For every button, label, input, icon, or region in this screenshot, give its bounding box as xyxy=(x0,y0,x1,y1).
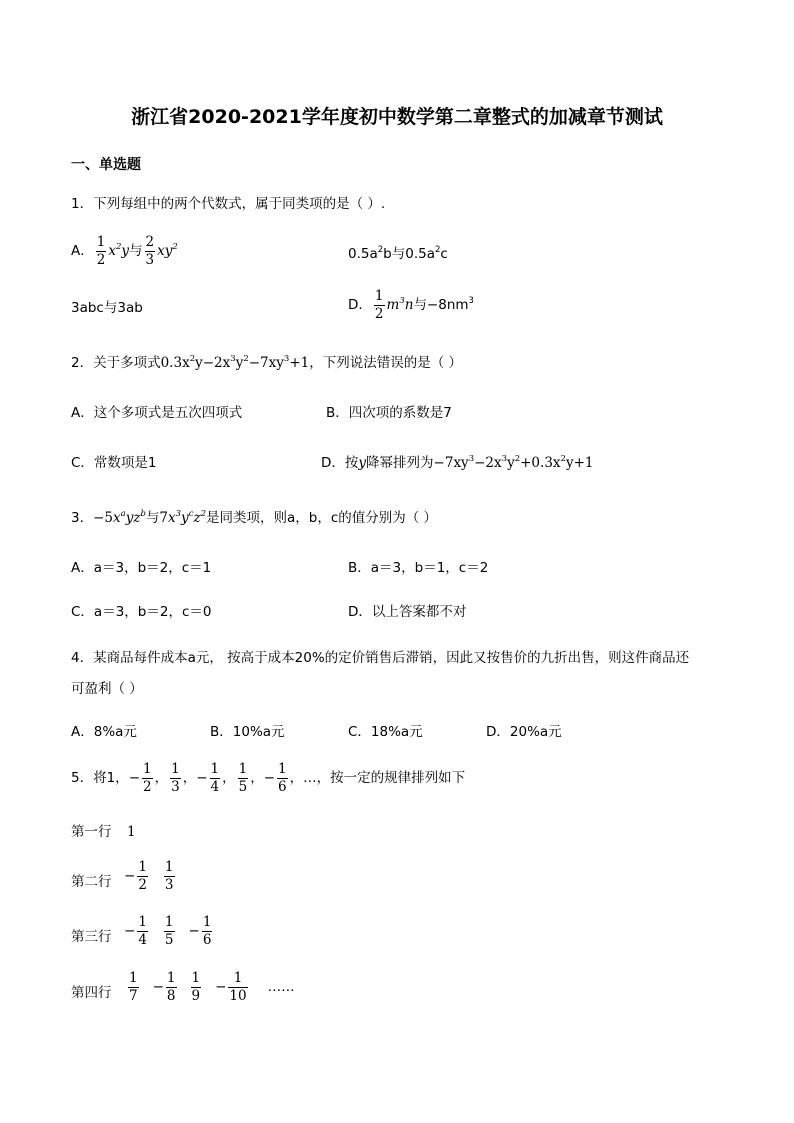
option-d-label: D． xyxy=(348,296,372,313)
question-2-option-d xyxy=(321,454,594,471)
q2-stem-post: ，下列说法错误的是（ ） xyxy=(309,355,463,371)
question-2-stem xyxy=(71,354,463,371)
question-2-option-b: B．四次项的系数是7 xyxy=(326,405,452,421)
q3-stem-pre: 3． xyxy=(71,510,94,526)
q2-d-var: y xyxy=(358,455,367,471)
question-1-stem: 1．下列每组中的两个代数式，属于同类项的是（ ）. xyxy=(71,196,386,212)
q3-stem-post: 是同类项，则a，b，c的值分别为（ ） xyxy=(206,510,438,526)
question-1-option-c: 3abc与3ab xyxy=(71,300,143,316)
row-1-value: 1 xyxy=(127,824,136,840)
question-3-option-a: A．a＝3，b＝2，c＝1 xyxy=(71,560,212,576)
row-3-label: 第三行 xyxy=(71,929,112,945)
q2-polynomial: $0.3x^2y-2x^3y^2-7xy^3+1$ xyxy=(160,354,310,371)
fraction-two-thirds: $\frac{2}{3}$ xyxy=(145,234,155,268)
option-a-label: A． xyxy=(71,242,94,259)
row-4-label: 第四行 xyxy=(71,985,112,1001)
q5-stem-pre: 5．将1， xyxy=(71,769,129,786)
question-4-option-c: C．18%a元 xyxy=(348,724,423,740)
row-4-ellipsis: …… xyxy=(267,978,295,995)
fraction-half-d: $\frac{1}{2}$ xyxy=(374,288,384,322)
row-1-label: 第一行 xyxy=(71,824,112,840)
question-3-option-c: C．a＝3，b＝2，c＝0 xyxy=(71,604,212,620)
q2-d-pre: D．按 xyxy=(321,455,359,471)
row-3-values: − $\frac{1}{4}$ $\frac{1}{5}$ − $\frac{1}{6}$ xyxy=(124,914,212,948)
option-d-conjunction: 与$-8nm^3$ xyxy=(413,295,474,313)
q2-stem-pre: 2．关于多项式 xyxy=(71,355,161,371)
question-4-stem-line1: 4．某商品每件成本a元， 按高于成本20%的定价销售后滞销，因此又按售价的九折出售，则这件商品还 xyxy=(71,650,690,666)
question-3-stem: 3．$-5x^ayz^b$与$7x^3y^cz^2$是同类项，则a，b，c的值分别为（ ） xyxy=(71,509,438,526)
q5-stem-post: ，…，按一定的规律排列如下 xyxy=(289,769,466,786)
question-1-option-d: D． $\frac{1}{2}$ $m^3n$ 与$-8nm^3$ xyxy=(348,288,474,322)
question-2-option-a: A．这个多项式是五次四项式 xyxy=(71,405,243,421)
page-title: 浙江省2020-2021学年度初中数学第二章整式的加减章节测试 xyxy=(131,106,663,128)
question-2-option-c: C．常数项是1 xyxy=(71,455,157,471)
row-4-values: $\frac{1}{7}$ − $\frac{1}{8}$ $\frac{1}{9}$ − $\frac{1}{10}$ …… xyxy=(129,970,295,1004)
question-1-option-b: $0.5a^2b$与$0.5a^2c$ xyxy=(348,245,448,262)
question-4-option-b: B．10%a元 xyxy=(210,724,285,740)
option-a-conjunction: 与 xyxy=(129,242,143,259)
question-4-stem-line2: 可盈利（ ） xyxy=(71,681,143,697)
row-2-values: − $\frac{1}{2}$ $\frac{1}{3}$ xyxy=(124,859,174,893)
fraction-half: $\frac{1}{2}$ xyxy=(96,234,106,268)
section-heading: 一、单选题 xyxy=(71,157,141,173)
q2-d-mid: 降幂排列为 xyxy=(366,455,434,471)
row-2-label: 第二行 xyxy=(71,874,112,890)
question-3-option-b: B．a＝3，b＝1，c＝2 xyxy=(348,560,489,576)
question-4-option-a: A．8%a元 xyxy=(71,724,137,740)
q2-d-expr: $-7xy^3-2x^3y^2+0.3x^2y+1$ xyxy=(433,454,594,471)
question-3-option-d: D．以上答案都不对 xyxy=(348,604,467,620)
question-1-option-a: A． $\frac{1}{2}$ $x^2y$ 与 $\frac{2}{3}$ $xy^2$ xyxy=(71,234,178,268)
question-5-stem: 5．将1， − $\frac{1}{2}$ ， $\frac{1}{3}$ ， − $\frac{1}{4}$ ， $\frac{1}{5}$ ， − $\frac{1}{6}$ ，…，按一定的规律排列如下 xyxy=(71,761,466,795)
question-4-option-d: D．20%a元 xyxy=(486,724,562,740)
